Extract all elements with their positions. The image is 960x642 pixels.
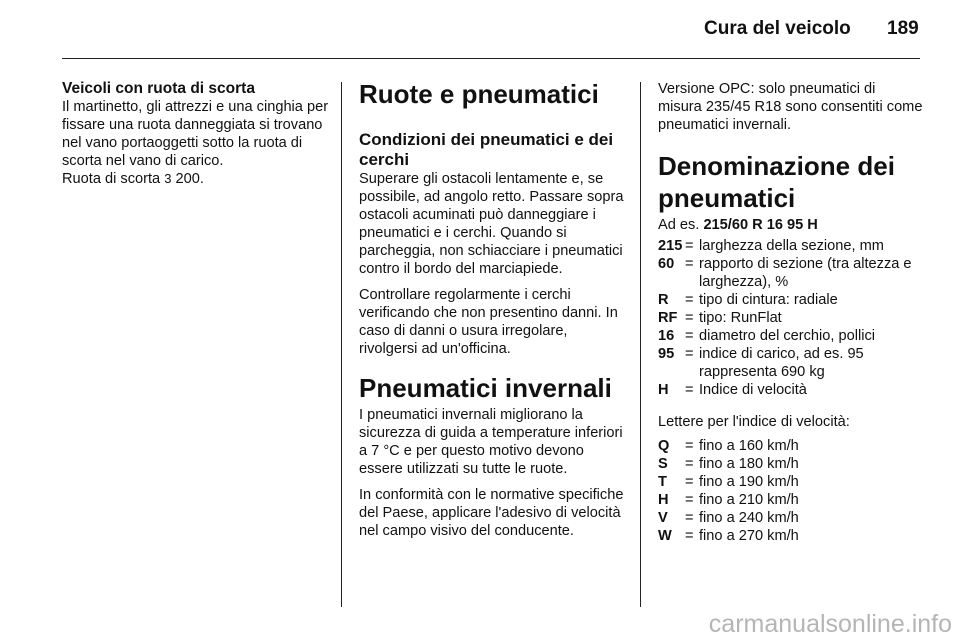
definition-term: V — [658, 510, 668, 526]
section-title-wheels-tyres: Ruote e pneumatici — [359, 79, 599, 109]
speed-index-row — [658, 455, 923, 473]
definition-description: fino a 210 km/h — [699, 492, 799, 508]
definition-term: 95 — [658, 346, 675, 362]
example-code: 215/60 R 16 95 H — [703, 217, 818, 233]
speed-index-intro: Lettere per l'indice di velocità: — [658, 414, 850, 430]
column-divider — [341, 82, 342, 607]
header-rule — [62, 58, 920, 59]
column-wheels-tyres — [359, 80, 625, 548]
definition-description: tipo di cintura: radiale — [699, 292, 838, 308]
definition-equals: = — [685, 456, 694, 472]
definition-description: larghezza della sezione, mm — [699, 238, 884, 254]
section-title-tyre-designation: Denominazione dei pneumatici — [658, 151, 895, 213]
definition-description: indice di carico, ad es. 95 rappresenta 690 kg — [699, 346, 864, 380]
definition-term: Q — [658, 438, 670, 454]
definition-description: tipo: RunFlat — [699, 310, 782, 326]
definition-equals: = — [685, 492, 694, 508]
definition-row — [658, 237, 923, 255]
definition-row — [658, 381, 923, 399]
example-prefix: Ad es. — [658, 217, 700, 233]
definition-equals: = — [685, 292, 694, 308]
reference-text: Ruota di scorta — [62, 171, 161, 187]
watermark: carmanualsonline.info — [708, 610, 952, 638]
definition-term: S — [658, 456, 668, 472]
speed-index-row — [658, 527, 923, 545]
definition-row — [658, 309, 923, 327]
tyre-condition-paragraph-1: Superare gli ostacoli lentamente e, se possibile, ad angolo retto. Passare sopra ostacoli acuminati può danneggiare i pneumatici e i cerchi. Quando si parcheggia, non schiacciare i pneumatici contro il bordo del marciapiede. — [359, 171, 624, 277]
definition-term: H — [658, 382, 669, 398]
definition-equals: = — [685, 328, 694, 344]
definition-term: 16 — [658, 328, 675, 344]
column-spare-wheel — [62, 80, 332, 188]
definition-equals: = — [685, 510, 694, 526]
definition-row — [658, 345, 923, 381]
definition-description: fino a 160 km/h — [699, 438, 799, 454]
definition-term: 60 — [658, 256, 675, 272]
spare-wheel-reference — [62, 170, 332, 188]
definition-equals: = — [685, 238, 694, 254]
subsection-heading-tyre-condition: Condizioni dei pneumatici e dei cerchi — [359, 130, 614, 169]
definition-description: rapporto di sezione (tra altezza e larghezza), % — [699, 256, 912, 290]
reference-page-link[interactable]: 200. — [175, 171, 204, 187]
section-heading-spare-wheel: Veicoli con ruota di scorta — [62, 80, 255, 97]
speed-index-row — [658, 437, 923, 455]
definition-term: W — [658, 528, 672, 544]
definition-description: Indice di velocità — [699, 382, 807, 398]
definition-row — [658, 255, 923, 291]
section-title-winter-tyres: Pneumatici invernali — [359, 373, 612, 403]
winter-tyres-paragraph-2: In conformità con le normative specifiche del Paese, applicare l'adesivo di velocità nel campo visivo del conducente. — [359, 487, 624, 539]
winter-tyres-paragraph-1: I pneumatici invernali migliorano la sicurezza di guida a temperature inferiori a 7 °C e per questo motivo devono essere utilizzati su tutte le ruote. — [359, 407, 623, 477]
definition-equals: = — [685, 382, 694, 398]
column-tyre-designation — [658, 80, 923, 545]
speed-index-row — [658, 473, 923, 491]
definition-equals: = — [685, 528, 694, 544]
definition-description: diametro del cerchio, pollici — [699, 328, 876, 344]
definition-row — [658, 327, 923, 345]
designation-definitions — [658, 237, 923, 399]
opc-note: Versione OPC: solo pneumatici di misura 235/45 R18 sono consentiti come pneumatici invernali. — [658, 81, 923, 133]
definition-equals: = — [685, 438, 694, 454]
definition-description: fino a 240 km/h — [699, 510, 799, 526]
definition-description: fino a 180 km/h — [699, 456, 799, 472]
definition-equals: = — [685, 474, 694, 490]
reference-arrow-icon: 3 — [164, 171, 172, 186]
definition-term: RF — [658, 310, 678, 326]
definition-equals: = — [685, 310, 694, 326]
spare-wheel-paragraph: Il martinetto, gli attrezzi e una cinghia per fissare una ruota danneggiata si trovano nel vano portaoggetti sotto la ruota di scorta nel vano di carico. — [62, 99, 329, 169]
column-divider — [640, 82, 641, 607]
definition-term: T — [658, 474, 667, 490]
definition-term: 215 — [658, 238, 683, 254]
definition-term: H — [658, 492, 669, 508]
definition-description: fino a 270 km/h — [699, 528, 799, 544]
page-header — [0, 0, 960, 58]
speed-index-list — [658, 437, 923, 545]
definition-term: R — [658, 292, 669, 308]
tyre-condition-paragraph-2: Controllare regolarmente i cerchi verificando che non presentino danni. In caso di danni o usura irregolare, rivolgersi ad un'officina. — [359, 287, 618, 357]
definition-equals: = — [685, 346, 694, 362]
definition-row — [658, 291, 923, 309]
speed-index-row — [658, 491, 923, 509]
definition-description: fino a 190 km/h — [699, 474, 799, 490]
header-title: Cura del veicolo — [704, 18, 851, 39]
page-number: 189 — [887, 18, 919, 39]
speed-index-row — [658, 509, 923, 527]
tyre-example — [658, 216, 923, 234]
definition-equals: = — [685, 256, 694, 272]
